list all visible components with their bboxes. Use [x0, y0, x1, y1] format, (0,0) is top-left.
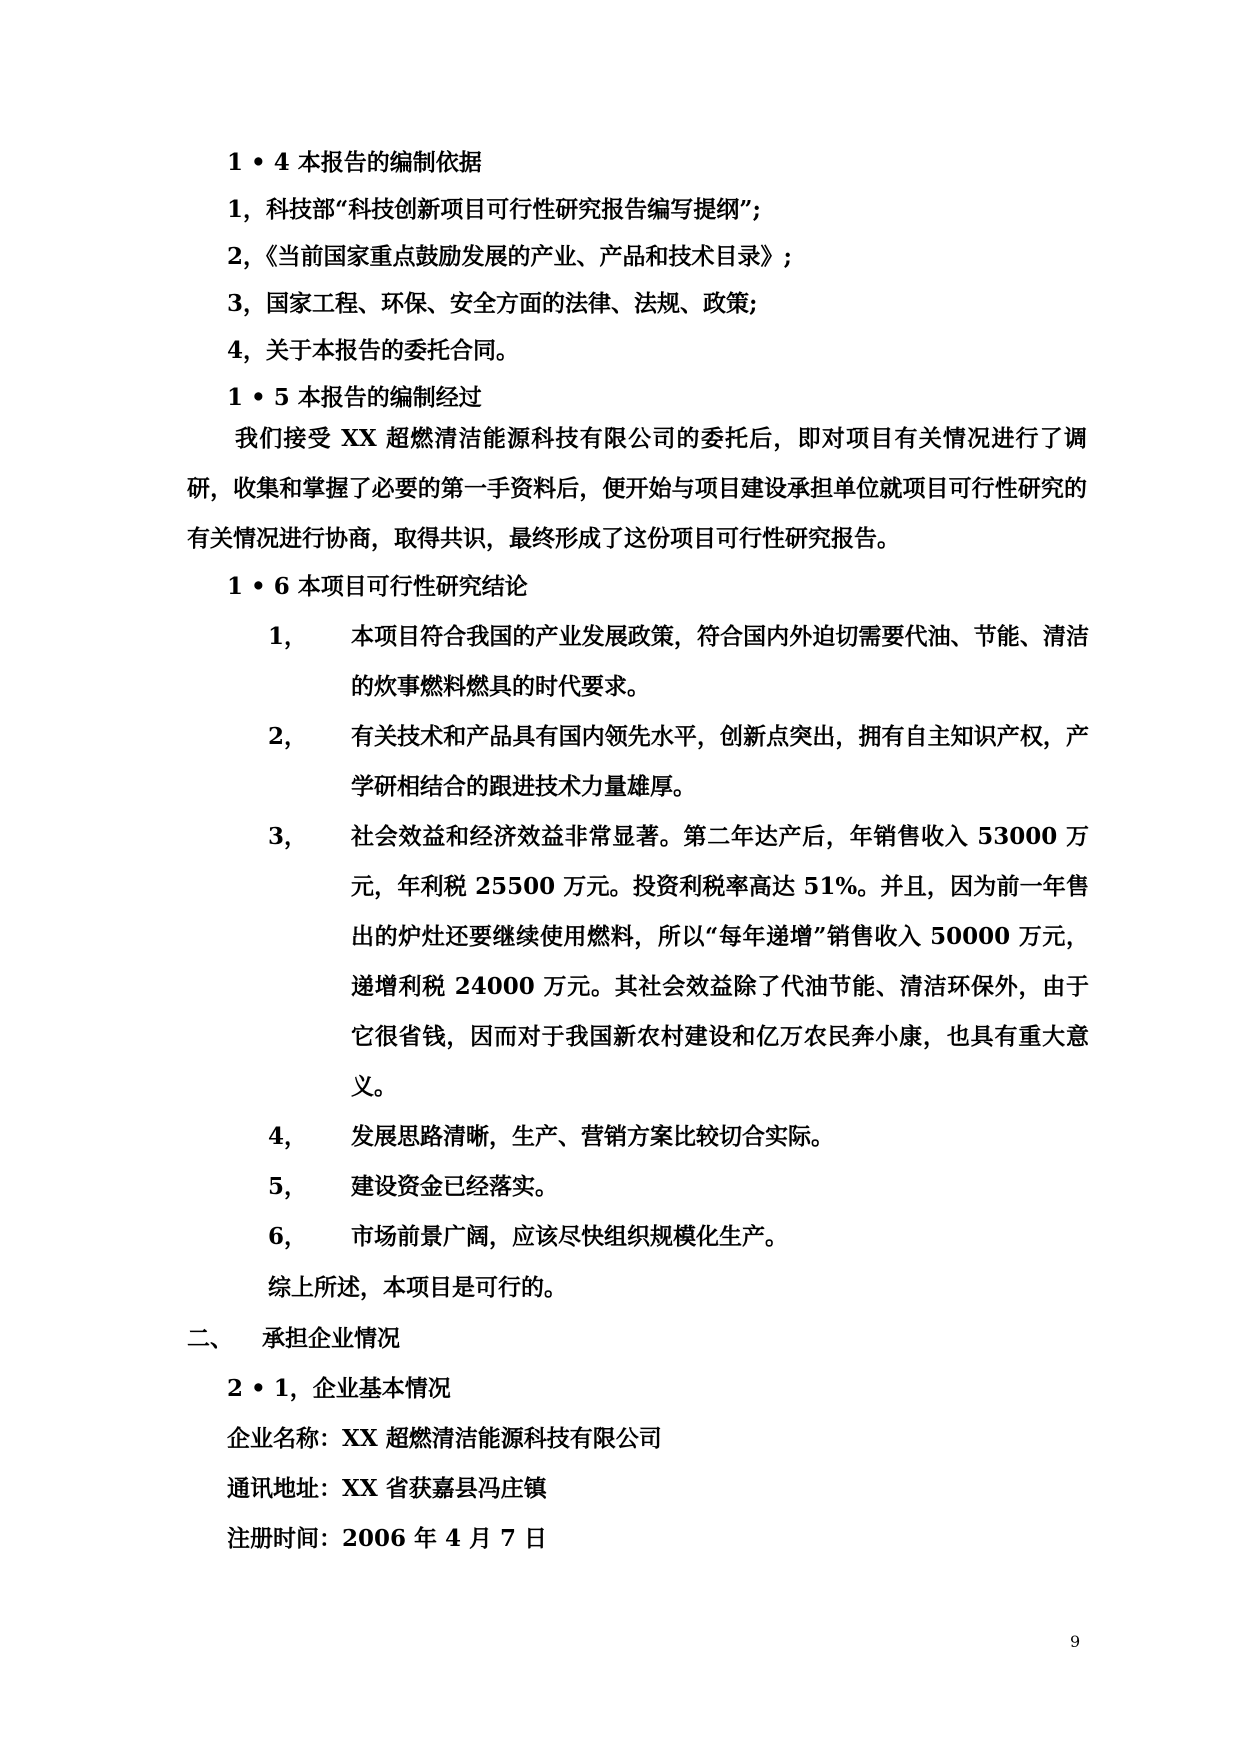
item-number: 6，	[268, 1223, 308, 1250]
item-number: 4，	[268, 1123, 308, 1150]
list-item: 4，关于本报告的委托合同。	[227, 337, 520, 364]
conclusion-item: 有关技术和产品具有国内领先水平，创新点突出，拥有自主知识产权，产学研相结合的跟进技术力量雄厚。	[351, 723, 1089, 800]
list-item: 1，科技部“科技创新项目可行性研究报告编写提纲”;	[227, 196, 761, 223]
list-item: 3，国家工程、环保、安全方面的法律、法规、政策;	[227, 290, 758, 317]
section-2-1-heading: 2 • 1，企业基本情况	[227, 1375, 451, 1402]
conclusion-summary: 综上所述，本项目是可行的。	[268, 1274, 567, 1301]
company-address-field: 通讯地址：XX 省获嘉县冯庄镇	[227, 1475, 547, 1502]
conclusion-item: 社会效益和经济效益非常显著。第二年达产后，年销售收入 53000 万元，年利税 25500 万元。投资利税率高达 51%。并且，因为前一年售出的炉灶还要继续使用燃料，所以“每年递增”销售收入 50000 万元，递增利税 24000 万元。其社会效益除了代油节能、清洁环保外，由于它很省钱，因而对于我国新农村建设和亿万农民奔小康，也具有重大意义。	[351, 823, 1089, 1100]
section-1-6-heading: 1 • 6 本项目可行性研究结论	[227, 573, 528, 600]
conclusion-item: 市场前景广阔，应该尽快组织规模化生产。	[351, 1223, 788, 1250]
section-1-5-paragraph: 我们接受 XX 超燃清洁能源科技有限公司的委托后，即对项目有关情况进行了调研，收集和掌握了必要的第一手资料后，便开始与项目建设承担单位就项目可行性研究的有关情况进行协商，取得共识，最终形成了这份项目可行性研究报告。	[187, 425, 1087, 552]
conclusion-item: 本项目符合我国的产业发展政策，符合国内外迫切需要代油、节能、清洁的炊事燃料燃具的时代要求。	[351, 623, 1089, 700]
section-1-4-heading: 1 • 4 本报告的编制依据	[227, 149, 482, 176]
chapter-title: 承担企业情况	[262, 1325, 400, 1352]
page-number: 9	[1070, 1632, 1081, 1651]
conclusion-item: 发展思路清晰，生产、营销方案比较切合实际。	[351, 1123, 834, 1150]
chapter-number: 二、	[187, 1325, 233, 1352]
company-name-field: 企业名称：XX 超燃清洁能源科技有限公司	[227, 1425, 662, 1452]
registration-date-field: 注册时间：2006 年 4 月 7 日	[227, 1525, 548, 1552]
item-number: 1，	[268, 623, 308, 650]
item-number: 2，	[268, 723, 308, 750]
item-number: 5，	[268, 1173, 308, 1200]
section-1-5-heading: 1 • 5 本报告的编制经过	[227, 384, 482, 411]
list-item: 2，《当前国家重点鼓励发展的产业、产品和技术目录》;	[227, 243, 792, 270]
item-number: 3，	[268, 823, 308, 850]
conclusion-item: 建设资金已经落实。	[351, 1173, 558, 1200]
